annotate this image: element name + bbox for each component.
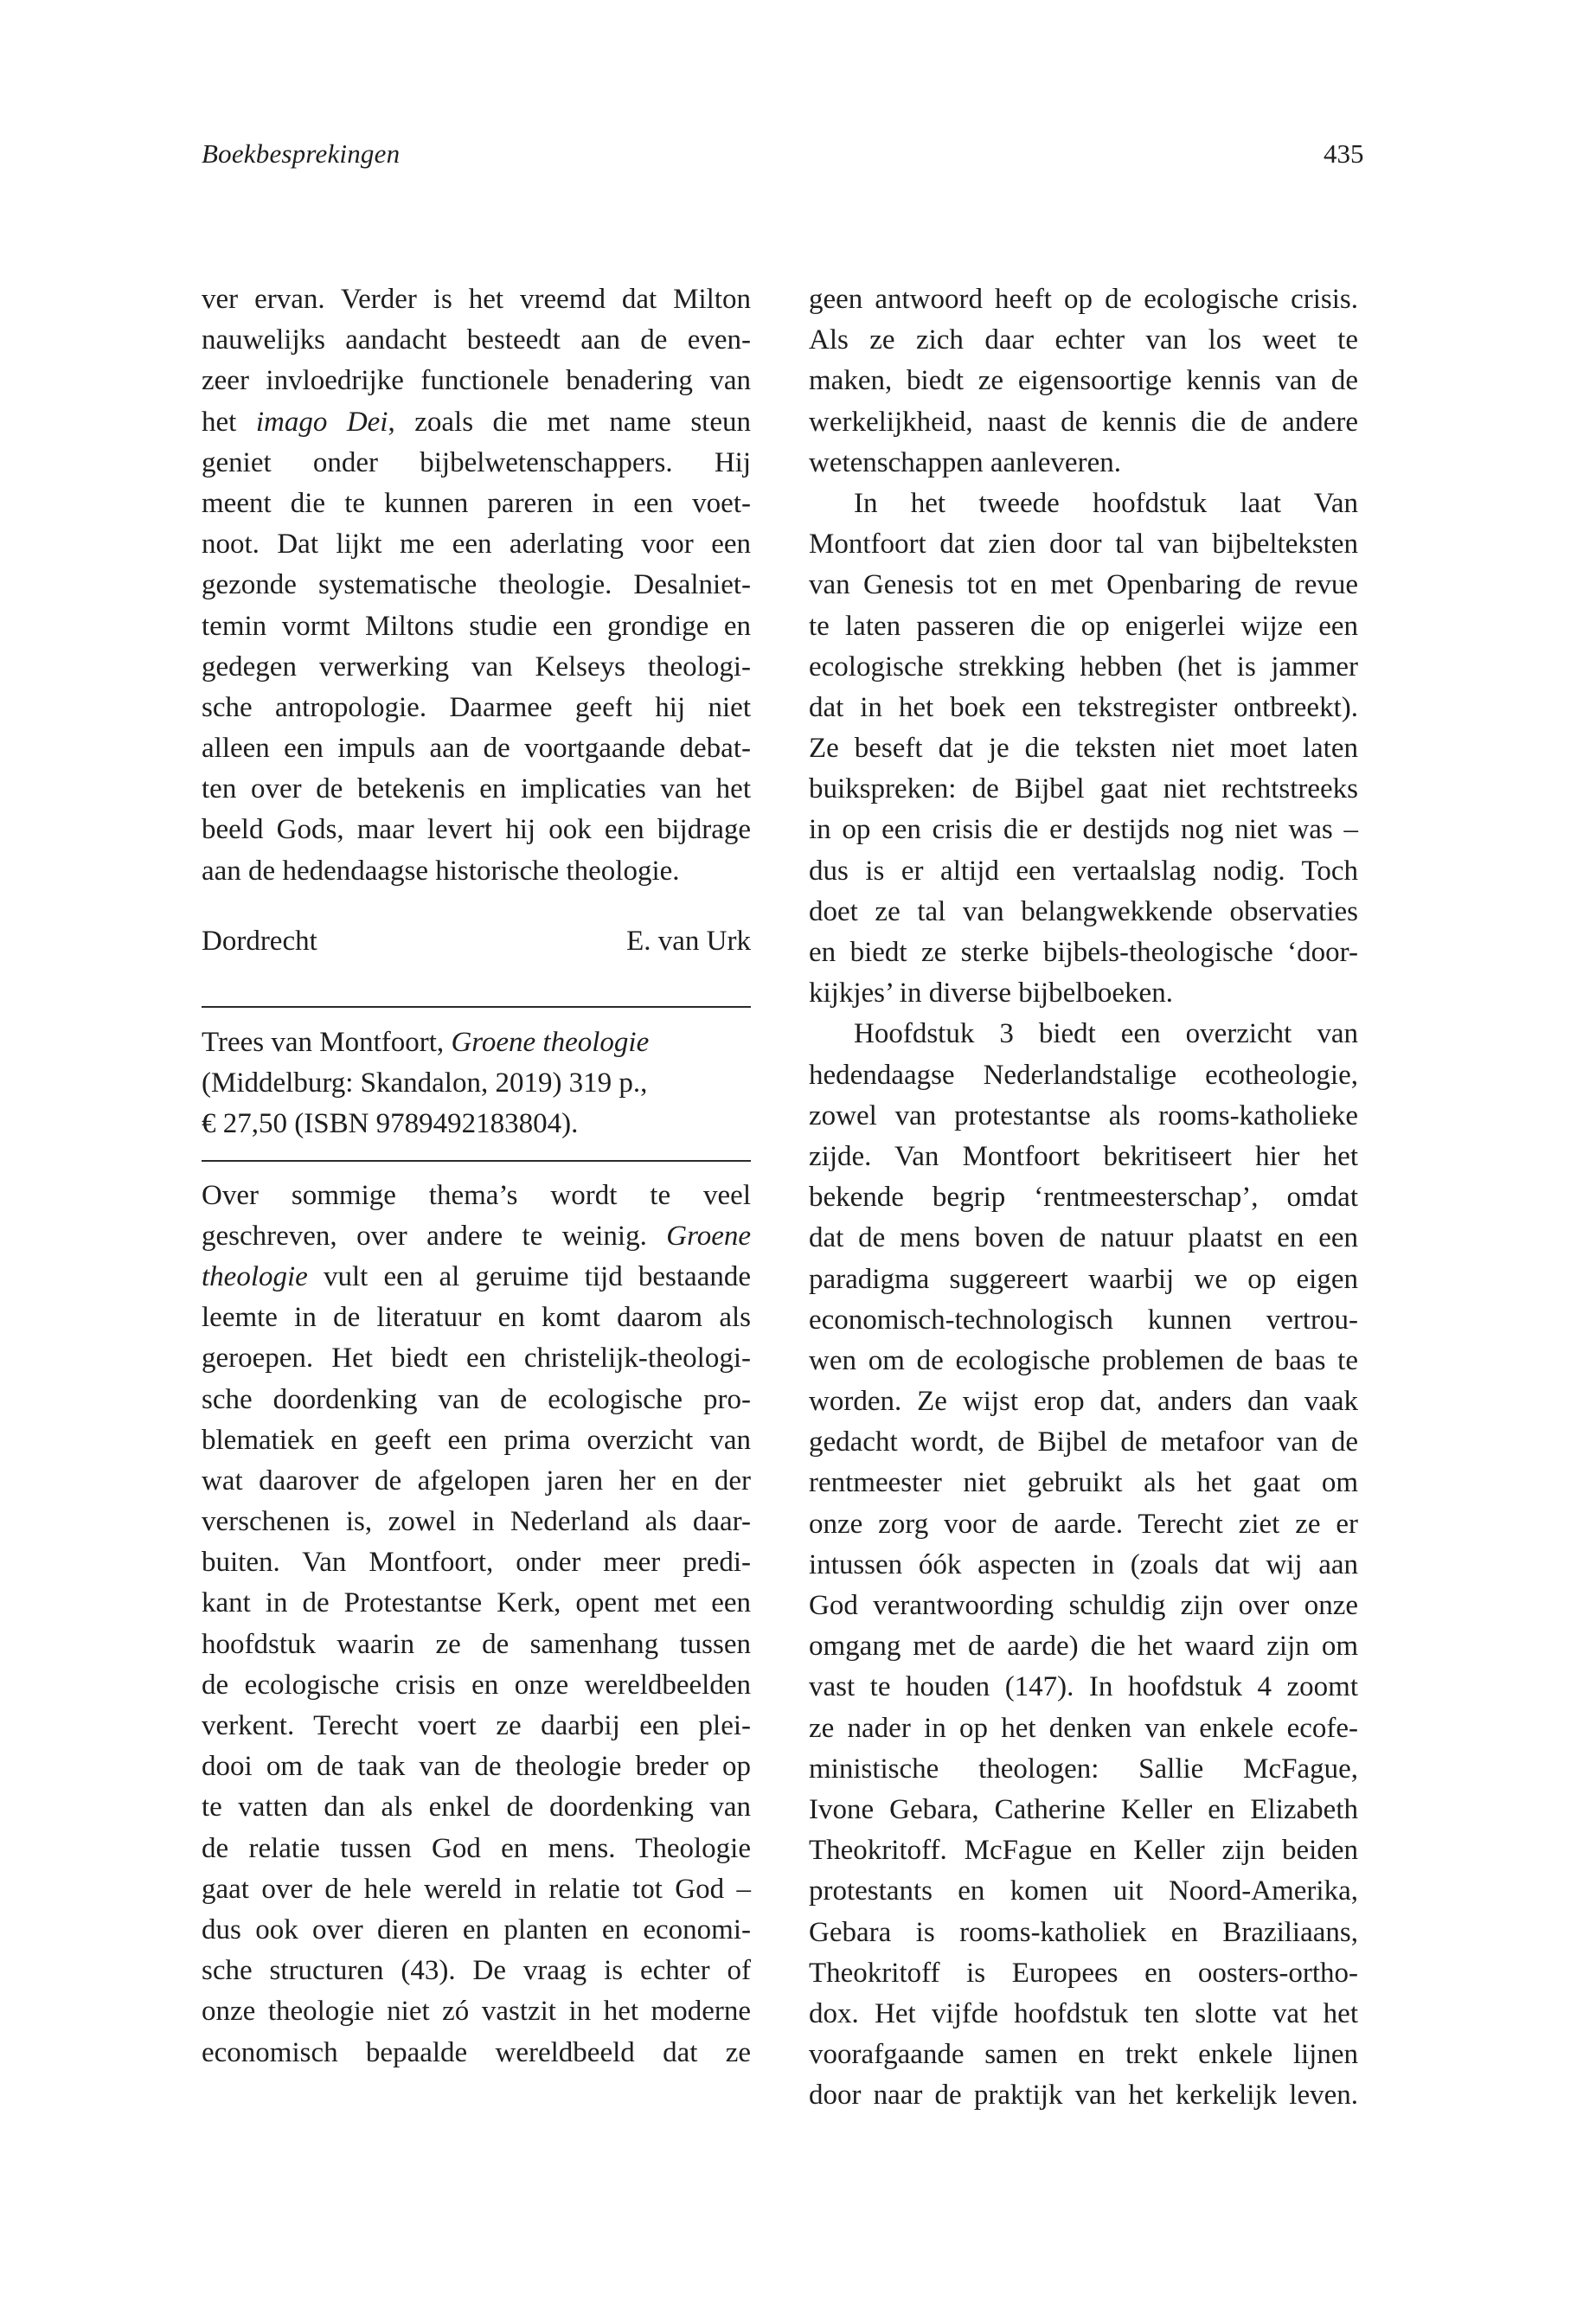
text-line: bekende begrip ‘rentmeesterschap’, omdat [809, 1182, 1358, 1214]
text-line: God verantwoording schuldig zijn over onze [809, 1590, 1358, 1621]
text-line: verschenen is, zowel in Nederland als daar- [202, 1506, 751, 1538]
right-column [809, 279, 1358, 2116]
text-line: worden. Ze wijst erop dat, anders dan vaak [809, 1386, 1358, 1418]
text-line: dus is er altijd een vertaalslag nodig. Toch [809, 855, 1358, 887]
text-line: Gebara is rooms-katholiek en Braziliaans, [809, 1916, 1358, 1948]
text-line: doet ze tal van belangwekkende observaties [809, 895, 1358, 927]
italic-term: Groene [666, 1220, 751, 1252]
text-line: noot. Dat lijkt me een aderlating voor een [202, 529, 751, 561]
text-line: economisch bepaalde wereldbeeld dat ze [202, 2036, 751, 2068]
left-column [202, 279, 751, 2073]
signature-reviewer: E. van Urk [626, 925, 751, 957]
text-line: leemte in de literatuur en komt daarom als [202, 1302, 751, 1334]
text-line: In het tweede hoofdstuk laat Van [854, 487, 1358, 519]
text-line: in op een crisis die er destijds nog niet was – [809, 814, 1358, 846]
citation-line: (Middelburg: Skandalon, 2019) 319 p., [202, 1067, 648, 1099]
text-line: geen antwoord heeft op de ecologische crisis. [809, 284, 1358, 315]
text-line: te vatten dan als enkel de doordenking van [202, 1791, 751, 1823]
text-line: kijkjes’ in diverse bijbelboeken. [809, 977, 1173, 1009]
text-line: de relatie tussen God en mens. Theologie [202, 1832, 751, 1864]
text-line: geniet onder bijbelwetenschappers. Hij [202, 446, 751, 478]
signature-place: Dordrecht [202, 925, 317, 957]
text-line: door naar de praktijk van het kerkelijk leven. [809, 2080, 1358, 2112]
text-line: ver ervan. Verder is het vreemd dat Milton [202, 284, 751, 315]
text-line: ze nader in op het denken van enkele ecofe- [809, 1712, 1358, 1744]
paragraph-chapter-three [809, 1014, 1358, 2116]
text-line: geroepen. Het biedt een christelijk-theologi- [202, 1343, 751, 1375]
text-line: wetenschappen aanleveren. [809, 446, 1121, 478]
text-line: voorafgaande samen en trekt enkele lijnen [809, 2039, 1358, 2071]
page-number: 435 [1324, 138, 1364, 169]
text-line: de ecologische crisis en onze wereldbeelden [202, 1669, 751, 1701]
citation-line [202, 1022, 751, 1063]
running-head-title: Boekbesprekingen [202, 138, 401, 169]
text-line: maken, biedt ze eigensoortige kennis van de [809, 365, 1358, 397]
paragraph-continuation [809, 279, 1358, 484]
text-line: Theokritoff. McFague en Keller zijn beiden [809, 1835, 1358, 1867]
citation-line: € 27,50 (ISBN 9789492183804). [202, 1108, 579, 1140]
text-line: dox. Het vijfde hoofdstuk ten slotte vat het [809, 1997, 1358, 2029]
text-line: te laten passeren die op enigerlei wijze een [809, 610, 1358, 642]
text-line: buiten. Van Montfoort, onder meer predi- [202, 1547, 751, 1579]
text-line: gaat over de hele wereld in relatie tot God – [202, 1873, 751, 1905]
text-line: gedegen verwerking van Kelseys theologi- [202, 651, 751, 683]
text-line: rentmeester niet gebruikt als het gaat om [809, 1467, 1358, 1499]
text-line: nauwelijks aandacht besteedt aan de even- [202, 324, 751, 356]
text-line: dat de mens boven de natuur plaatst en een [809, 1222, 1358, 1254]
text-line: en biedt ze sterke bijbels-theologische ‘door- [809, 937, 1358, 968]
text-line: dooi om de taak van de theologie breder op [202, 1751, 751, 1783]
text-line: van Genesis tot en met Openbaring de revue [809, 569, 1358, 601]
text-line: wen om de ecologische problemen de baas te [809, 1344, 1358, 1376]
text-line: sche antropologie. Daarmee geeft hij niet [202, 691, 751, 723]
text-line-groene: geschreven, over andere te weinig. Groene [202, 1220, 751, 1252]
text-line: sche doordenking van de ecologische pro- [202, 1383, 751, 1415]
text-line: hoofdstuk waarin ze de samenhang tussen [202, 1628, 751, 1660]
text-line: temin vormt Miltons studie een grondige en [202, 610, 751, 642]
text-line: protestants en komen uit Noord-Amerika, [809, 1875, 1358, 1907]
text-line: alleen een impuls aan de voortgaande debat- [202, 733, 751, 765]
text-line: verkent. Terecht voert ze daarbij een plei- [202, 1710, 751, 1741]
citation-book-title: Groene theologie [451, 1027, 650, 1058]
text-line: Montfoort dat zien door tal van bijbelteksten [809, 529, 1358, 561]
book-citation [202, 1022, 751, 1145]
italic-term: imago Dei [255, 406, 388, 438]
text-line: dus ook over dieren en planten en economi- [202, 1913, 751, 1945]
text-line-imago-dei: het imago Dei, zoals die met name steun [202, 406, 751, 438]
text-line: wat daarover de afgelopen jaren her en der [202, 1465, 751, 1497]
text-line: paradigma suggereert waarbij we op eigen [809, 1263, 1358, 1295]
text-line: ecologische strekking hebben (het is jammer [809, 651, 1358, 683]
text-line: onze theologie niet zó vastzit in het moderne [202, 1996, 751, 2028]
text-line: Over sommige thema’s wordt te veel [202, 1179, 751, 1211]
text-line: dat in het boek een tekstregister ontbreekt). [809, 691, 1358, 723]
text-line: vast te houden (147). In hoofdstuk 4 zoomt [809, 1671, 1358, 1703]
text-line: gezonde systematische theologie. Desalniet- [202, 569, 751, 601]
text-line: meent die te kunnen pareren in een voet- [202, 487, 751, 519]
text-line: aan de hedendaagse historische theologie. [202, 855, 680, 887]
text-line: onze zorg voor de aarde. Terecht ziet ze er [809, 1508, 1358, 1540]
text-line: ten over de betekenis en implicaties van het [202, 773, 751, 805]
text-line: werkelijkheid, naast de kennis die de andere [809, 406, 1358, 438]
text-line: gedacht wordt, de Bijbel de metafoor van de [809, 1426, 1358, 1458]
italic-term: theologie [202, 1260, 308, 1292]
text-line: economisch-technologisch kunnen vertrou- [809, 1304, 1358, 1336]
text-line: ministische theologen: Sallie McFague, [809, 1753, 1358, 1785]
text-line: Als ze zich daar echter van los weet te [809, 324, 1358, 356]
text-line: sche structuren (43). De vraag is echter of [202, 1955, 751, 1987]
text-line: Hoofdstuk 3 biedt een overzicht van [854, 1018, 1358, 1050]
text-line-theologie: theologie vult een al geruime tijd bestaande [202, 1260, 751, 1292]
text-line: Theokritoff is Europees en oosters-ortho- [809, 1957, 1358, 1989]
text-line: beeld Gods, maar levert hij ook een bijdrage [202, 814, 751, 846]
new-review-start [202, 1176, 751, 2073]
text-line: kant in de Protestantse Kerk, opent met een [202, 1587, 751, 1619]
text-line: hedendaagse Nederlandstalige ecotheologie, [809, 1059, 1358, 1091]
text-line: blematiek en geeft een prima overzicht van [202, 1424, 751, 1456]
previous-review-ending [202, 279, 751, 892]
text-line: zeer invloedrijke functionele benadering van [202, 365, 751, 397]
text-line: buikspreken: de Bijbel gaat niet rechtstreeks [809, 773, 1358, 805]
text-line: Ze beseft dat je die teksten niet moet laten [809, 733, 1358, 765]
review-signature [202, 921, 751, 962]
text-line: Ivone Gebara, Catherine Keller en Elizabeth [809, 1793, 1358, 1825]
text-line: zijde. Van Montfoort bekritiseert hier het [809, 1140, 1358, 1172]
citation-author: Trees van Montfoort, [202, 1027, 452, 1058]
text-line: zowel van protestantse als rooms-katholieke [809, 1099, 1358, 1131]
text-line: intussen óók aspecten in (zoals dat wij aan [809, 1548, 1358, 1580]
text-line: omgang met de aarde) die het waard zijn om [809, 1631, 1358, 1663]
paragraph-chapter-two [809, 484, 1358, 1014]
